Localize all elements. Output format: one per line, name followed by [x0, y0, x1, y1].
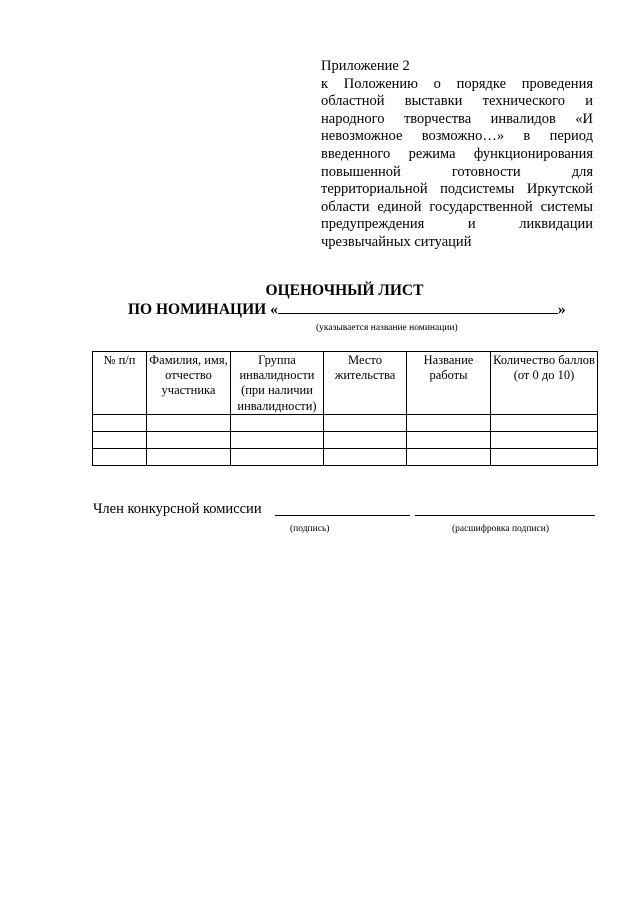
table-row: [93, 448, 598, 465]
header-score: Количество баллов (от 0 до 10): [491, 352, 598, 415]
table-cell: [93, 414, 147, 431]
table-header-row: [93, 352, 598, 415]
signature-decode-blank: [415, 515, 595, 516]
appendix-block: [321, 58, 593, 252]
nomination-suffix: »: [557, 301, 566, 318]
table-cell: [324, 414, 407, 431]
table-cell: [491, 431, 598, 448]
table-cell: [231, 448, 324, 465]
signature-blank: [275, 515, 410, 516]
table-cell: [93, 431, 147, 448]
table-cell: [407, 431, 491, 448]
table-cell: [491, 414, 598, 431]
table-cell: [324, 448, 407, 465]
header-number: № п/п: [93, 352, 147, 415]
score-table: [92, 351, 598, 466]
table-cell: [231, 431, 324, 448]
signature-hint: (подпись): [290, 524, 330, 534]
appendix-heading: Приложение 2: [321, 58, 410, 74]
header-residence: Место жительства: [324, 352, 407, 415]
nomination-hint: (указывается название номинации): [316, 323, 458, 333]
document-title: ОЦЕНОЧНЫЙ ЛИСТ: [265, 282, 424, 299]
table-cell: [231, 414, 324, 431]
table-cell: [491, 448, 598, 465]
table-row: [93, 414, 598, 431]
table-cell: [147, 414, 231, 431]
appendix-text: к Положению о порядке проведения областной выставки технического и народного творчества инвалидов «И невозможное возможно…» в период введенного режима функционирования повышенной готовности для территориальной подсистемы Иркутской области единой государственной системы предупреждения и ликвидации чрезвычайных ситуаций: [321, 75, 593, 250]
table-cell: [324, 431, 407, 448]
table-cell: [93, 448, 147, 465]
table-cell: [147, 431, 231, 448]
header-full-name: Фамилия, имя, отчество участника: [147, 352, 231, 415]
table-cell: [407, 448, 491, 465]
nomination-prefix: ПО НОМИНАЦИИ «: [128, 301, 278, 318]
header-work-title: Название работы: [407, 352, 491, 415]
nomination-blank: [278, 300, 558, 314]
nomination-line: [128, 300, 566, 319]
signature-decode-hint: (расшифровка подписи): [452, 524, 549, 534]
commission-member-label: Член конкурсной комиссии: [93, 501, 262, 517]
table-cell: [147, 448, 231, 465]
table-cell: [407, 414, 491, 431]
table-row: [93, 431, 598, 448]
header-disability-group: Группа инвалидности (при наличии инвалидности): [231, 352, 324, 415]
